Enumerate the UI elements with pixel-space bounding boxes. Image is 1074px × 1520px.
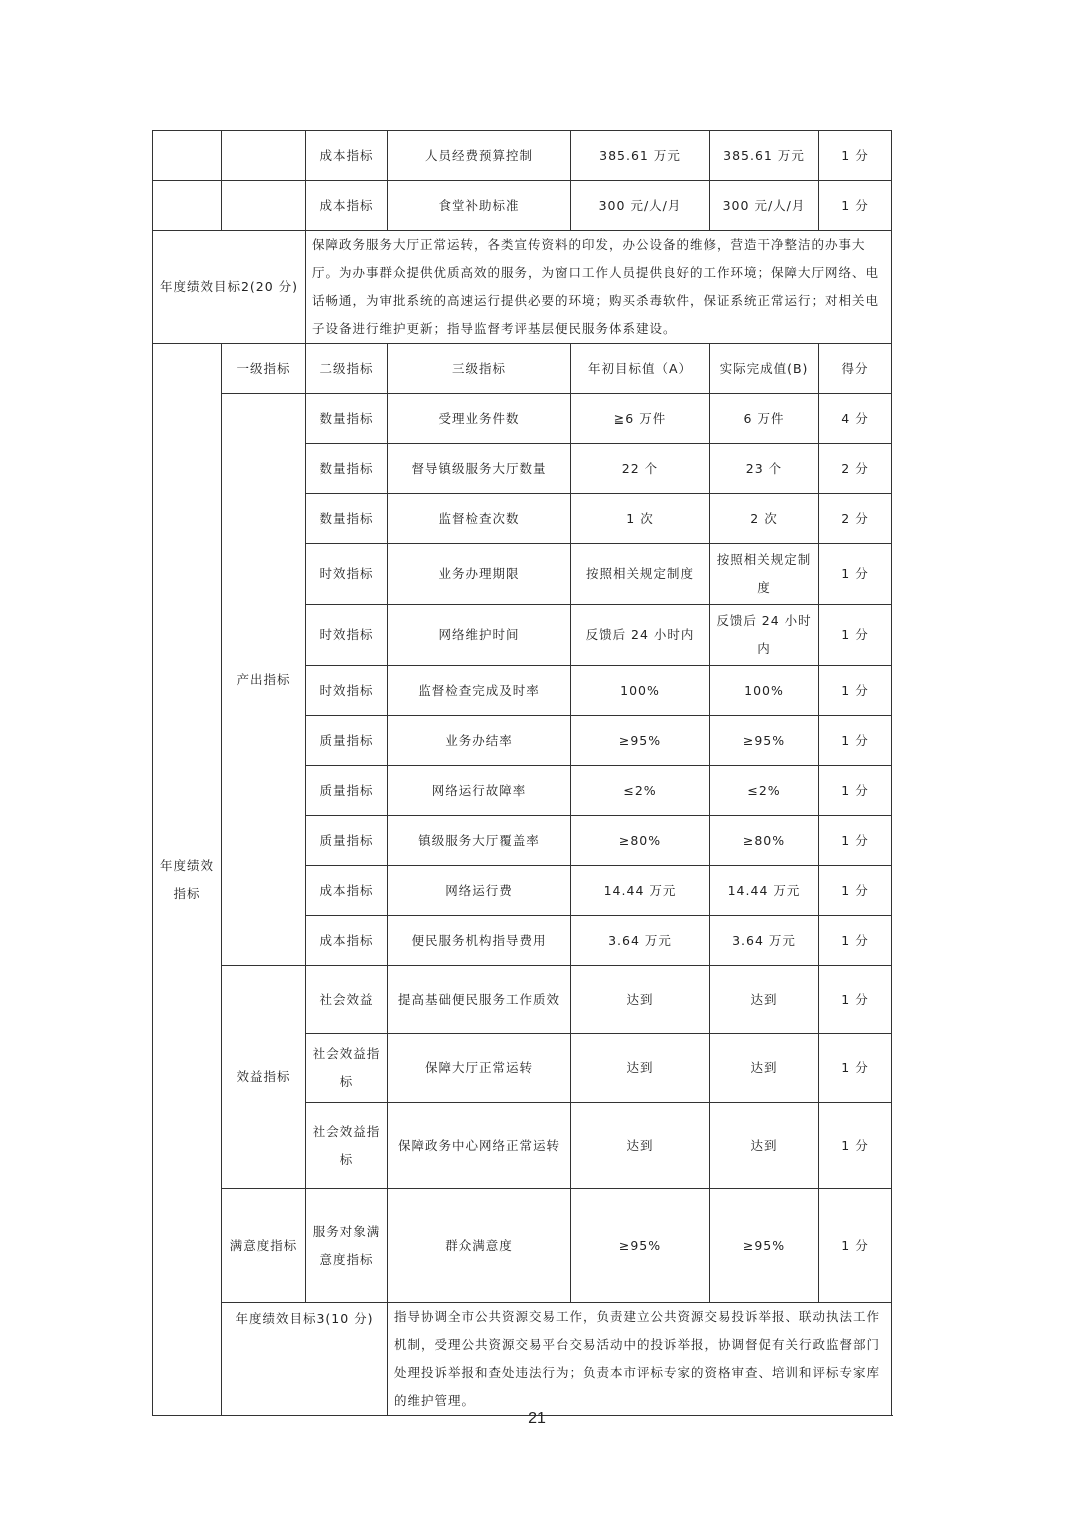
target-value: 1 次 bbox=[571, 494, 710, 544]
score: 1 分 bbox=[819, 816, 892, 866]
tertiary-indicator: 食堂补助标准 bbox=[388, 181, 571, 231]
benefit-indicators-label: 效益指标 bbox=[222, 966, 306, 1189]
target-value: 300 元/人/月 bbox=[571, 181, 710, 231]
secondary-indicator: 数量指标 bbox=[306, 394, 388, 444]
empty-cell bbox=[222, 181, 306, 231]
actual-value: 100% bbox=[710, 666, 819, 716]
secondary-indicator: 时效指标 bbox=[306, 605, 388, 666]
goal3-row bbox=[153, 1303, 892, 1416]
header-target: 年初目标值（A） bbox=[571, 344, 710, 394]
secondary-indicator: 成本指标 bbox=[306, 916, 388, 966]
tertiary-indicator: 业务办结率 bbox=[388, 716, 571, 766]
header-row bbox=[153, 344, 892, 394]
header-level2: 二级指标 bbox=[306, 344, 388, 394]
actual-value: 反馈后 24 小时内 bbox=[710, 605, 819, 666]
secondary-indicator: 社会效益 bbox=[306, 966, 388, 1034]
goal2-label: 年度绩效目标2(20 分) bbox=[153, 231, 306, 344]
target-value: 达到 bbox=[571, 1103, 710, 1189]
target-value: 14.44 万元 bbox=[571, 866, 710, 916]
table-row bbox=[153, 966, 892, 1034]
tertiary-indicator: 监督检查完成及时率 bbox=[388, 666, 571, 716]
satisfaction-indicators-label: 满意度指标 bbox=[222, 1189, 306, 1303]
secondary-indicator: 质量指标 bbox=[306, 816, 388, 866]
score: 1 分 bbox=[819, 605, 892, 666]
score: 1 分 bbox=[819, 866, 892, 916]
actual-value: ≥95% bbox=[710, 1189, 819, 1303]
tertiary-indicator: 便民服务机构指导费用 bbox=[388, 916, 571, 966]
tertiary-indicator: 业务办理期限 bbox=[388, 544, 571, 605]
score: 1 分 bbox=[819, 181, 892, 231]
actual-value: ≤2% bbox=[710, 766, 819, 816]
score: 1 分 bbox=[819, 544, 892, 605]
score: 1 分 bbox=[819, 766, 892, 816]
target-value: 达到 bbox=[571, 1034, 710, 1103]
target-value: 按照相关规定制度 bbox=[571, 544, 710, 605]
score: 1 分 bbox=[819, 1189, 892, 1303]
target-value: 3.64 万元 bbox=[571, 916, 710, 966]
actual-value: ≥80% bbox=[710, 816, 819, 866]
table-row bbox=[153, 131, 892, 181]
secondary-indicator: 时效指标 bbox=[306, 544, 388, 605]
tertiary-indicator: 网络运行故障率 bbox=[388, 766, 571, 816]
target-value: 100% bbox=[571, 666, 710, 716]
target-value: ≥80% bbox=[571, 816, 710, 866]
actual-value: 达到 bbox=[710, 966, 819, 1034]
tertiary-indicator: 受理业务件数 bbox=[388, 394, 571, 444]
target-value: 反馈后 24 小时内 bbox=[571, 605, 710, 666]
actual-value: 达到 bbox=[710, 1034, 819, 1103]
empty-cell bbox=[153, 131, 222, 181]
empty-cell bbox=[222, 131, 306, 181]
target-value: 385.61 万元 bbox=[571, 131, 710, 181]
score: 4 分 bbox=[819, 394, 892, 444]
score: 1 分 bbox=[819, 1103, 892, 1189]
table-row bbox=[153, 394, 892, 444]
secondary-indicator: 成本指标 bbox=[306, 866, 388, 916]
score: 1 分 bbox=[819, 1034, 892, 1103]
tertiary-indicator: 镇级服务大厅覆盖率 bbox=[388, 816, 571, 866]
table-row bbox=[153, 181, 892, 231]
target-value: 22 个 bbox=[571, 444, 710, 494]
tertiary-indicator: 网络运行费 bbox=[388, 866, 571, 916]
actual-value: 3.64 万元 bbox=[710, 916, 819, 966]
secondary-indicator: 成本指标 bbox=[306, 131, 388, 181]
goal2-text: 保障政务服务大厅正常运转，各类宣传资料的印发，办公设备的维修，营造干净整洁的办事大厅。为办事群众提供优质高效的服务，为窗口工作人员提供良好的工作环境；保障大厅网络、电话畅通，为审批系统的高速运行提供必要的环境；购买杀毒软件，保证系统正常运行；对相关电子设备进行维护更新；指导监督考评基层便民服务体系建设。 bbox=[306, 231, 892, 344]
page-number: 21 bbox=[528, 1410, 546, 1427]
header-actual: 实际完成值(B) bbox=[710, 344, 819, 394]
actual-value: 14.44 万元 bbox=[710, 866, 819, 916]
tertiary-indicator: 群众满意度 bbox=[388, 1189, 571, 1303]
score: 1 分 bbox=[819, 716, 892, 766]
secondary-indicator: 成本指标 bbox=[306, 181, 388, 231]
actual-value: 385.61 万元 bbox=[710, 131, 819, 181]
goal2-row bbox=[153, 231, 892, 344]
target-value: ≧6 万件 bbox=[571, 394, 710, 444]
output-indicators-label: 产出指标 bbox=[222, 394, 306, 966]
actual-value: 按照相关规定制度 bbox=[710, 544, 819, 605]
target-value: ≥95% bbox=[571, 716, 710, 766]
secondary-indicator: 质量指标 bbox=[306, 716, 388, 766]
tertiary-indicator: 保障大厅正常运转 bbox=[388, 1034, 571, 1103]
tertiary-indicator: 督导镇级服务大厅数量 bbox=[388, 444, 571, 494]
secondary-indicator: 数量指标 bbox=[306, 494, 388, 544]
score: 1 分 bbox=[819, 916, 892, 966]
empty-cell bbox=[153, 181, 222, 231]
actual-value: 2 次 bbox=[710, 494, 819, 544]
goal3-text: 指导协调全市公共资源交易工作，负责建立公共资源交易投诉举报、联动执法工作机制，受理公共资源交易平台交易活动中的投诉举报，协调督促有关行政监督部门处理投诉举报和查处违法行为；负责本市评标专家的资格审查、培训和评标专家库的维护管理。 bbox=[388, 1303, 892, 1416]
tertiary-indicator: 保障政务中心网络正常运转 bbox=[388, 1103, 571, 1189]
actual-value: 23 个 bbox=[710, 444, 819, 494]
score: 1 分 bbox=[819, 666, 892, 716]
tertiary-indicator: 监督检查次数 bbox=[388, 494, 571, 544]
secondary-indicator: 服务对象满意度指标 bbox=[306, 1189, 388, 1303]
annual-indicators-label: 年度绩效指标 bbox=[153, 344, 222, 1416]
tertiary-indicator: 提高基础便民服务工作质效 bbox=[388, 966, 571, 1034]
target-value: 达到 bbox=[571, 966, 710, 1034]
target-value: ≤2% bbox=[571, 766, 710, 816]
actual-value: 6 万件 bbox=[710, 394, 819, 444]
score: 1 分 bbox=[819, 966, 892, 1034]
performance-table bbox=[152, 130, 892, 1416]
tertiary-indicator: 网络维护时间 bbox=[388, 605, 571, 666]
header-level1: 一级指标 bbox=[222, 344, 306, 394]
secondary-indicator: 质量指标 bbox=[306, 766, 388, 816]
target-value: ≥95% bbox=[571, 1189, 710, 1303]
header-score: 得分 bbox=[819, 344, 892, 394]
tertiary-indicator: 人员经费预算控制 bbox=[388, 131, 571, 181]
secondary-indicator: 社会效益指标 bbox=[306, 1103, 388, 1189]
secondary-indicator: 时效指标 bbox=[306, 666, 388, 716]
actual-value: ≥95% bbox=[710, 716, 819, 766]
secondary-indicator: 数量指标 bbox=[306, 444, 388, 494]
actual-value: 300 元/人/月 bbox=[710, 181, 819, 231]
score: 2 分 bbox=[819, 444, 892, 494]
header-level3: 三级指标 bbox=[388, 344, 571, 394]
actual-value: 达到 bbox=[710, 1103, 819, 1189]
secondary-indicator: 社会效益指标 bbox=[306, 1034, 388, 1103]
score: 1 分 bbox=[819, 131, 892, 181]
goal3-label: 年度绩效目标3(10 分) bbox=[222, 1303, 388, 1416]
score: 2 分 bbox=[819, 494, 892, 544]
table-row bbox=[153, 1189, 892, 1303]
